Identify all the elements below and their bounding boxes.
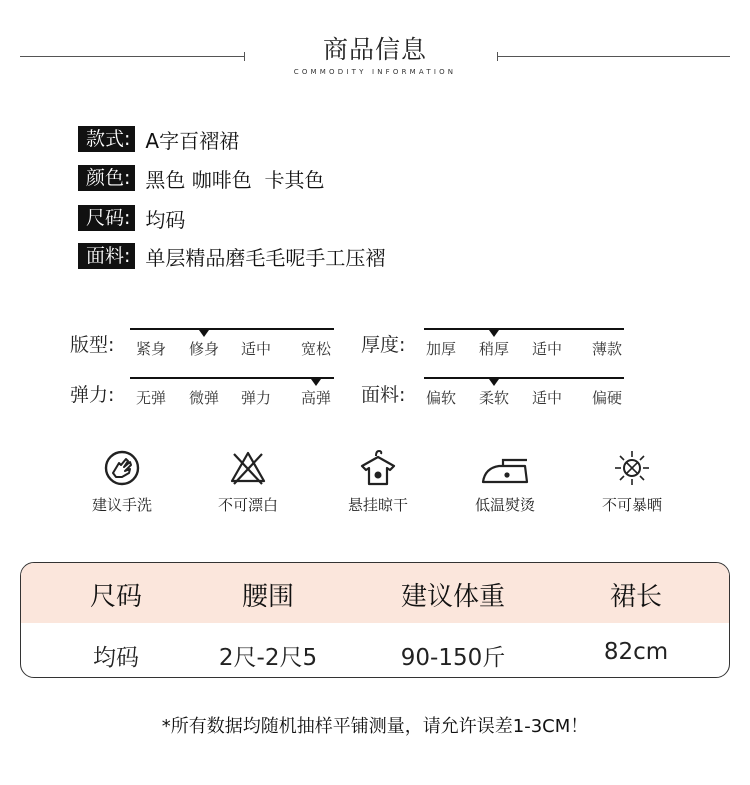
scale-label-thickness: 厚度:	[361, 334, 406, 356]
info-value: 单层精品磨毛毛呢手工压褶	[145, 245, 386, 270]
section-subtitle: COMMODITY INFORMATION	[293, 68, 457, 76]
scale-line	[424, 377, 624, 379]
care-item-no-bleach	[198, 448, 298, 515]
care-label: 低温熨烫	[474, 496, 535, 514]
info-value: 黑色 咖啡色 卡其色	[145, 167, 325, 192]
info-label: 面料:	[78, 243, 135, 269]
scale-option: 适中	[532, 389, 563, 407]
info-value: 均码	[145, 207, 186, 232]
info-row-fabric	[78, 243, 385, 269]
info-label: 款式:	[78, 126, 135, 152]
scale-marker	[489, 330, 499, 337]
scale-option: 偏软	[426, 389, 457, 407]
scale-option: 紧身	[136, 340, 167, 358]
scale-option: 弹力	[241, 389, 272, 407]
scale-option: 高弹	[301, 389, 332, 407]
no-bleach-icon	[228, 448, 268, 488]
scale-marker	[489, 379, 499, 386]
scale-option: 薄款	[592, 340, 623, 358]
size-table-header-cell: 尺码	[89, 582, 142, 612]
info-label: 尺码:	[78, 205, 135, 231]
info-label: 颜色:	[78, 165, 135, 191]
care-item-hang-dry	[328, 448, 428, 515]
info-row-size	[78, 205, 185, 231]
scale-line	[130, 328, 334, 330]
section-title: 商品信息	[322, 35, 427, 64]
scale-option: 无弹	[136, 389, 167, 407]
info-value: A字百褶裙	[145, 128, 240, 153]
care-label: 建议手洗	[91, 496, 152, 514]
care-label: 悬挂晾干	[347, 496, 408, 514]
care-label: 不可漂白	[217, 496, 278, 514]
care-item-no-sun	[582, 448, 682, 515]
size-table-header-cell: 建议体重	[400, 582, 505, 612]
size-table-header-cell: 腰围	[241, 582, 294, 612]
size-table-cell: 82cm	[603, 639, 669, 665]
size-table-cell: 均码	[93, 645, 139, 671]
scale-line	[130, 377, 334, 379]
scale-label-softness: 面料:	[361, 384, 406, 406]
measurement-note: *所有数据均随机抽样平铺测量，请允许误差1-3CM！	[161, 716, 589, 737]
care-label: 不可暴晒	[601, 496, 662, 514]
size-table-cell: 2尺-2尺5	[218, 645, 318, 671]
info-row-color	[78, 165, 324, 191]
size-table-header-cell: 裙长	[609, 582, 662, 612]
size-table	[20, 562, 730, 678]
scale-option: 修身	[189, 340, 220, 358]
info-row-style	[78, 126, 239, 152]
care-item-low-iron	[455, 448, 555, 515]
scale-option: 偏硬	[592, 389, 623, 407]
no-sun-icon	[612, 448, 652, 488]
scale-option: 稍厚	[479, 340, 510, 358]
scale-option: 柔软	[479, 389, 510, 407]
scale-option: 适中	[241, 340, 272, 358]
scale-label-elasticity: 弹力:	[70, 384, 115, 406]
size-table-cell: 90-150斤	[400, 645, 506, 671]
scale-marker	[199, 330, 209, 337]
scale-option: 宽松	[301, 340, 332, 358]
scale-option: 适中	[532, 340, 563, 358]
hang-dry-icon	[356, 448, 400, 488]
scale-marker	[311, 379, 321, 386]
scale-label-fit: 版型:	[70, 334, 115, 356]
scale-option: 微弹	[189, 389, 220, 407]
care-item-hand-wash	[72, 448, 172, 515]
hand-wash-icon	[102, 448, 142, 488]
scale-line	[424, 328, 624, 330]
scale-option: 加厚	[426, 340, 457, 358]
low-iron-icon	[477, 448, 533, 488]
